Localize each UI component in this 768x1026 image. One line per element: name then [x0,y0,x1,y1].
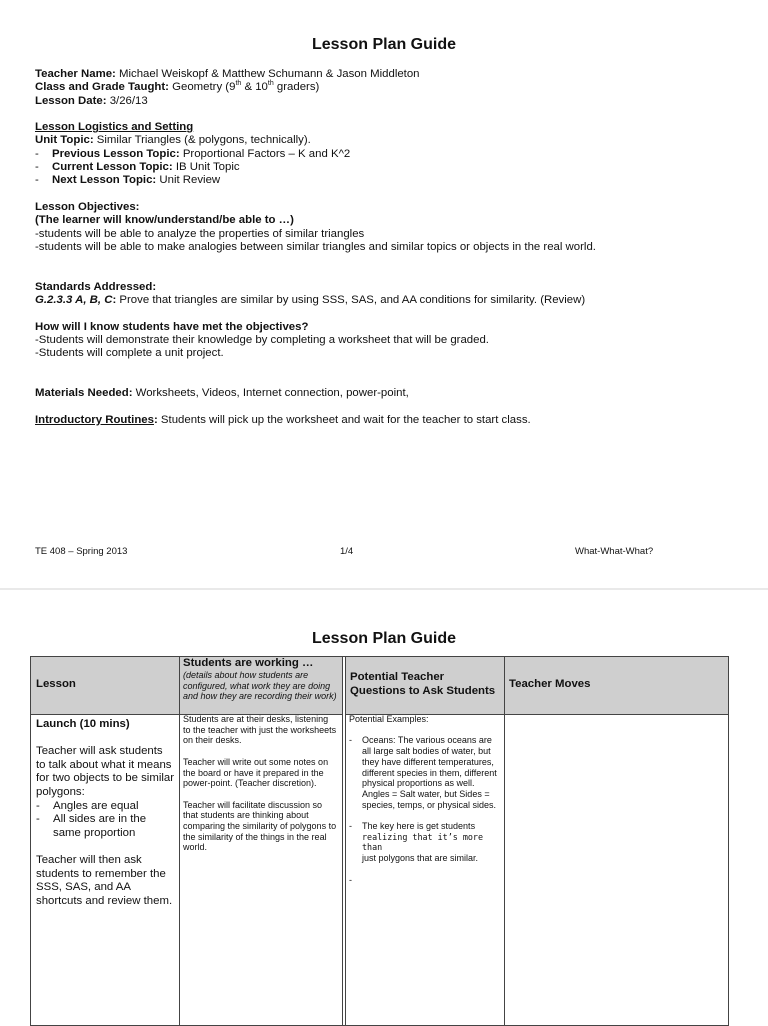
objectives-subheading: (The learner will know/understand/be able to …) [35,214,294,227]
working-note: Teacher will facilitate discussion so that students are thinking about comparing the similarity of polygons to the similarity of the things in the real world. [183,799,337,853]
header-students-working: Students are working … (details about how students are configured, what work they are doing and how they are recording their work) [183,657,339,702]
objective-item: -students will be able to analyze the properties of similar triangles [35,227,365,240]
footer-page-number: 1/4 [340,546,354,557]
assessment-heading: How will I know students have met the objectives? [35,320,309,333]
next-topic-item: - Next Lesson Topic: Unit Review [35,174,221,187]
assessment-item: -Students will complete a unit project. [35,347,224,360]
teacher-moves-cell [509,718,719,1018]
lesson-followup: Teacher will then ask students to remember the SSS, SAS, and AA shortcuts and review them. [36,853,173,907]
logistics-heading: Lesson Logistics and Setting [35,121,194,134]
list-item: - All sides are in the same proportion [36,813,147,839]
current-topic-item: - Current Lesson Topic: IB Unit Topic [35,161,240,174]
header-students-working-sub: (details about how students are configured, what work they are doing and how they are recording their work) [183,670,337,702]
intro-routines-line: Introductory Routines: Students will pick up the worksheet and wait for the teacher to start class. [35,413,531,426]
page-title: Lesson Plan Guide [311,36,457,53]
working-note: Students are at their desks, listening to the teacher with just the worksheets on their desks. [183,714,337,746]
working-note: Teacher will write out some notes on the board or have it prepared in the power-point. (Teacher discretion). [183,756,329,789]
examples-label: Potential Examples: [349,714,429,724]
assessment-item: -Students will demonstrate their knowledge by completing a worksheet that will be graded. [35,333,489,346]
lesson-table [30,656,729,1026]
header-teacher-moves: Teacher Moves [509,678,591,690]
class-line: Class and Grade Taught: Geometry (9th & 10th graders) [35,80,320,94]
empty-list-item: - [349,874,352,885]
objective-item: -students will be able to make analogies between similar triangles and similar topics or objects in the real world. [35,240,596,253]
launch-heading: Launch (10 mins) [36,718,130,730]
materials-line: Materials Needed: Worksheets, Videos, Internet connection, power-point, [35,387,409,400]
date-line: Lesson Date: 3/26/13 [35,94,148,107]
footer-right: What-What-What? [575,546,654,557]
standards-line: G.2.3.3 A, B, C: Prove that triangles are similar by using SSS, SAS, and AA conditions for similarity. (Review) [35,294,586,307]
lesson-intro: Teacher will ask students to talk about what it means for two objects to be similar polygons: [36,745,175,798]
previous-topic-item: - Previous Lesson Topic: Proportional Factors – K and K^2 [35,147,351,160]
page-title: Lesson Plan Guide [311,630,457,647]
objectives-heading: Lesson Objectives: [35,200,140,213]
teacher-line: Teacher Name: Michael Weiskopf & Matthew Schumann & Jason Middleton [35,68,420,80]
teacher-questions-cell [349,714,499,885]
footer-left: TE 408 – Spring 2013 [35,546,128,557]
standards-heading: Standards Addressed: [35,280,157,293]
list-item: - Oceans: The various oceans are all large salt bodies of water, but they have different temperatures, different species in them, different physical proportions as well. Angles = Salt water, but Sides = species, temps, or physical sides. [349,735,497,810]
list-item: - The key here is get students realizing that it’s more than just polygons that are similar. [349,821,484,864]
list-item: - Angles are equal [36,799,139,812]
document-page-2 [0,590,768,1024]
header-lesson: Lesson [36,678,76,690]
header-teacher-questions: Potential Teacher Questions to Ask Students [350,671,496,697]
lesson-info [35,68,725,427]
unit-topic-line: Unit Topic: Similar Triangles (& polygons, technically). [35,134,311,147]
lesson-cell [36,718,174,908]
students-working-cell [183,714,337,853]
